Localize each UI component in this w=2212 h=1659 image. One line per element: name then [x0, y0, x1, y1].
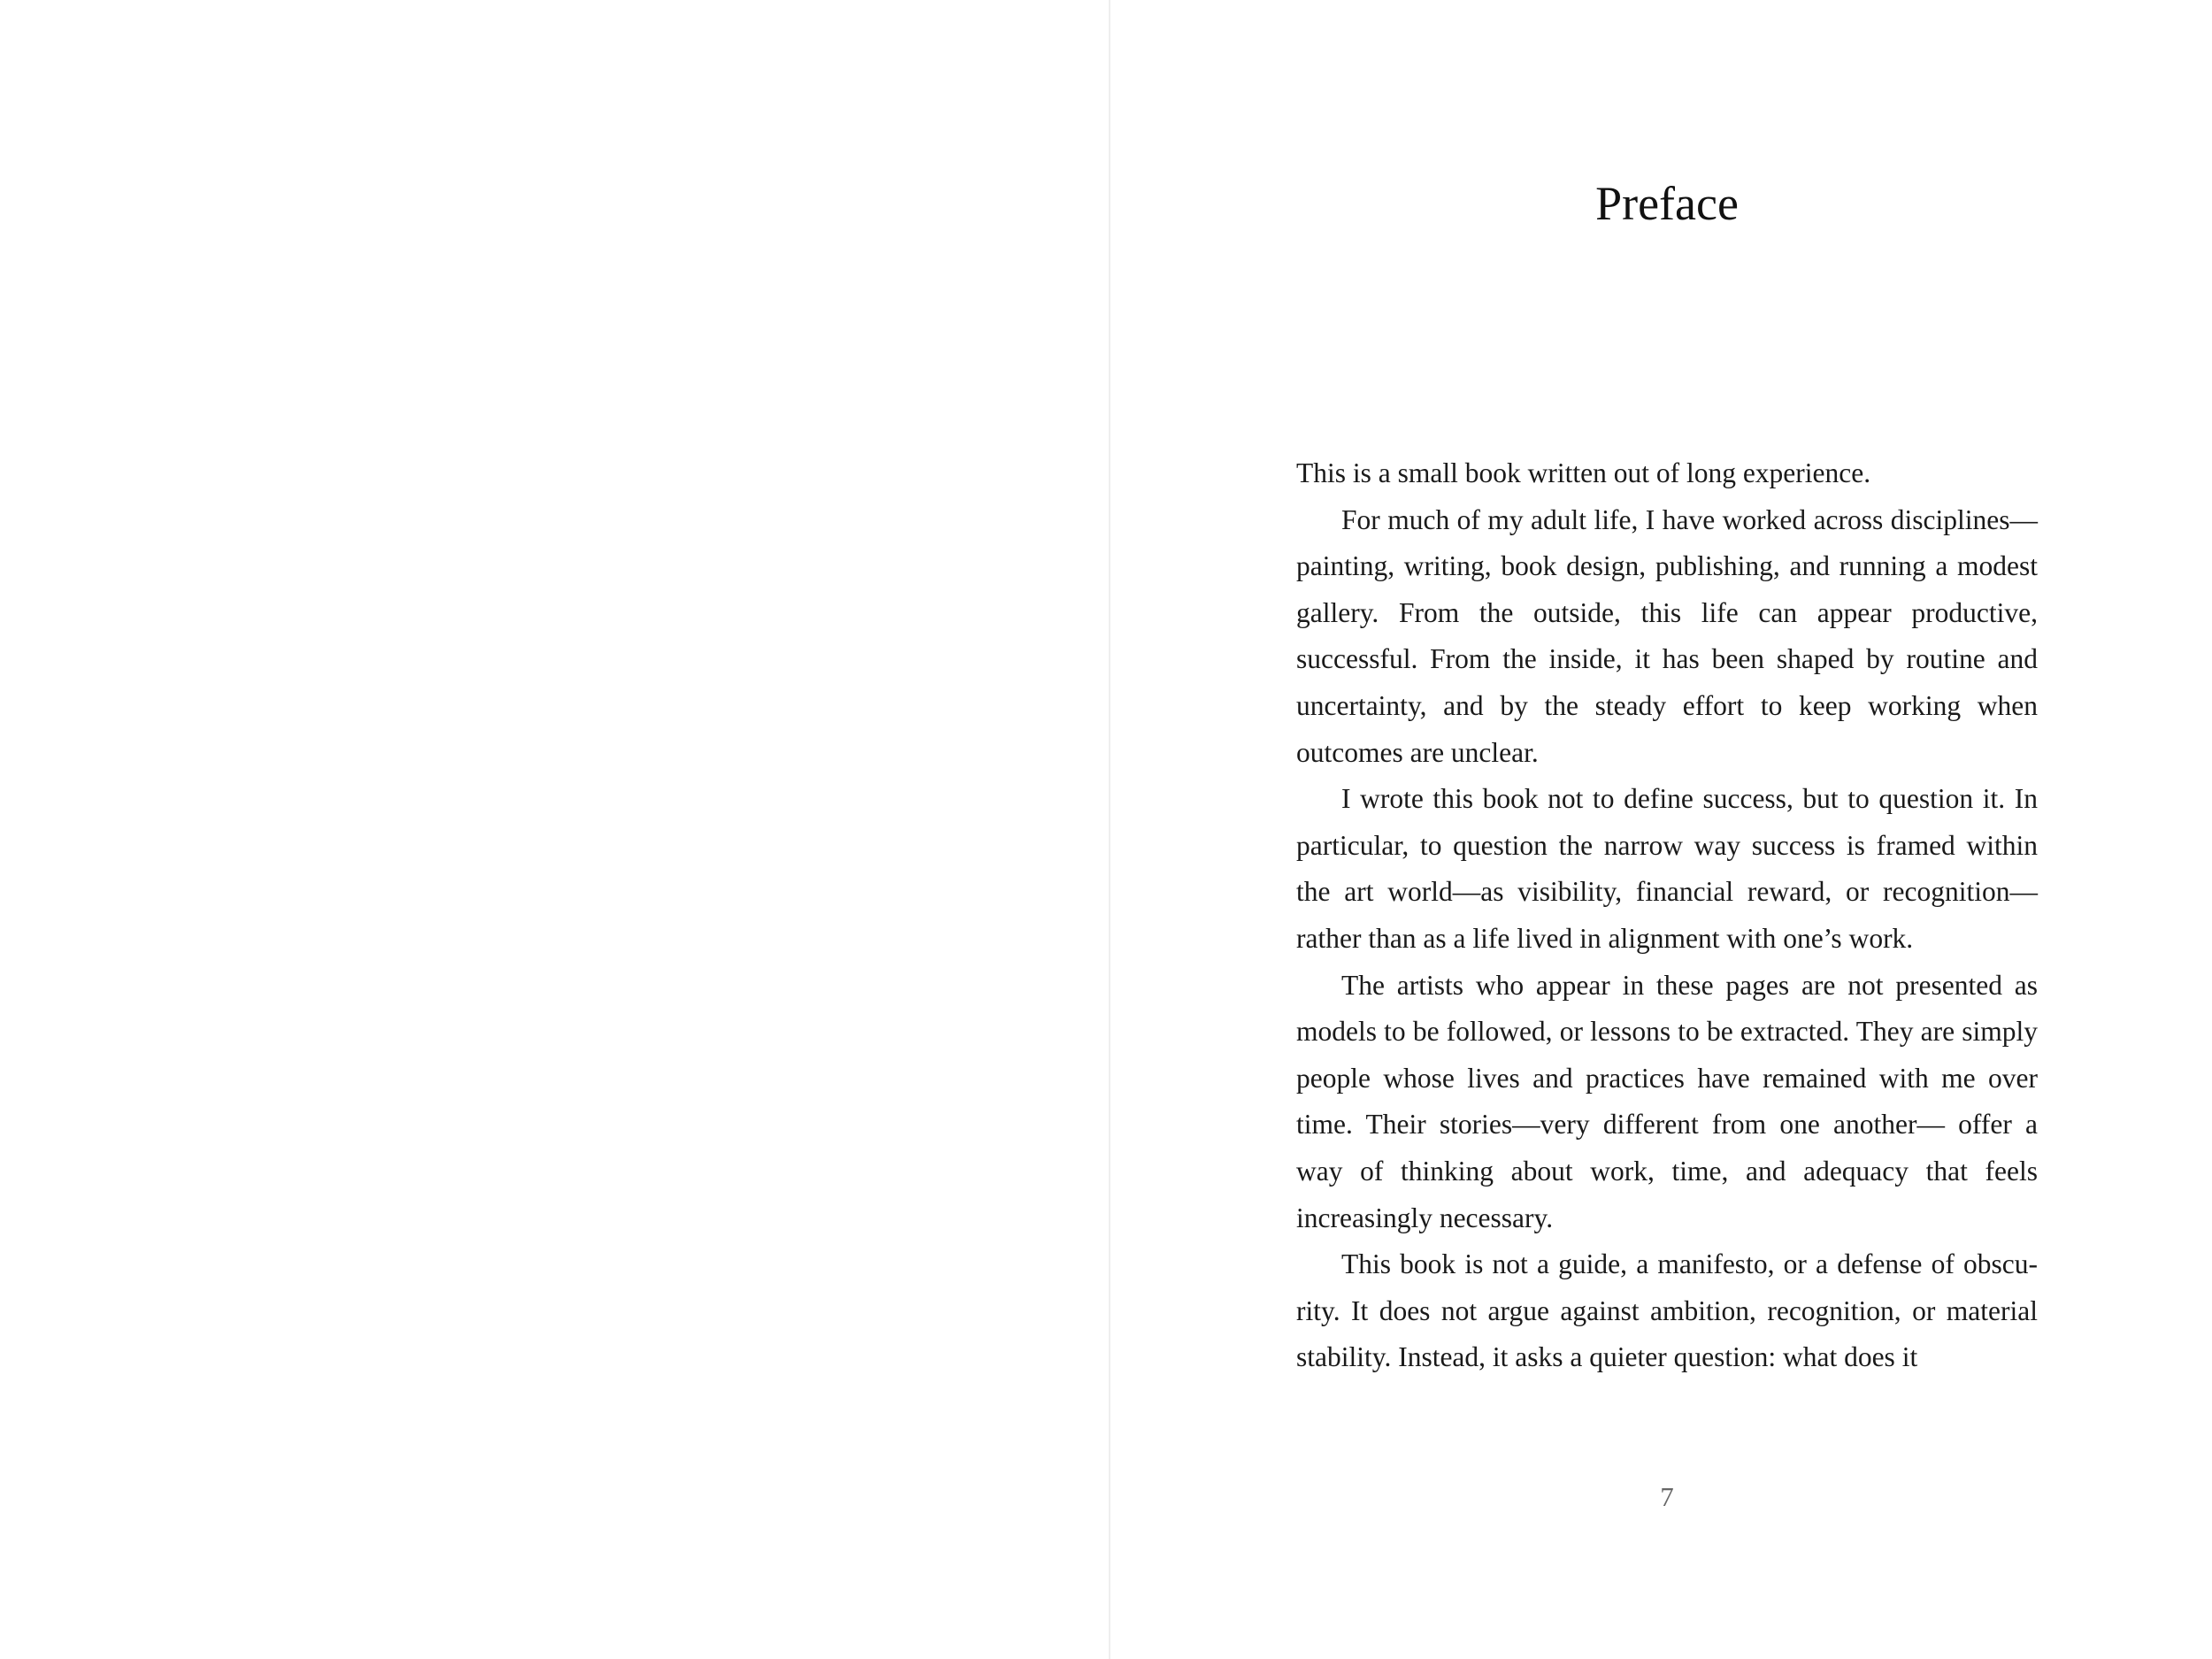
chapter-title: Preface — [1595, 177, 1739, 230]
paragraph-3: I wrote this book not to define success, but to question it. In particular, to question the narrow way success is framed within the art world—as visibility, financial reward, or recognition— rather than as a life lived in alignment with one’s work. — [1296, 783, 2038, 954]
paragraph-5: This book is not a guide, a manifesto, or a defense of obscurity. It does not argue against ambition, recognition, or material stability. Instead, it asks a quieter question: what does it — [1296, 1248, 2038, 1373]
paragraph-4: The artists who appear in these pages are not presented as models to be followed, or lessons to be extracted. They are simply people whose lives and practices have remained with me over time. Their stories—very different from one another— offer a way of thinking about work, time, and adequacy that feels increasingly necessary. — [1296, 969, 2038, 1233]
paragraph-2: For much of my adult life, I have worked across disciplines—painting, writing, book design, publishing, and running a modest gallery. From the outside, this life can appear productive, successful. From the inside, it has been shaped by routine and uncertainty, and by the steady effort to keep working when outcomes are unclear. — [1296, 503, 2038, 768]
paragraph-1: This is a small book written out of long experience. — [1296, 457, 1871, 488]
preface-body — [1296, 450, 2038, 1381]
page-number: 7 — [1660, 1481, 1674, 1512]
